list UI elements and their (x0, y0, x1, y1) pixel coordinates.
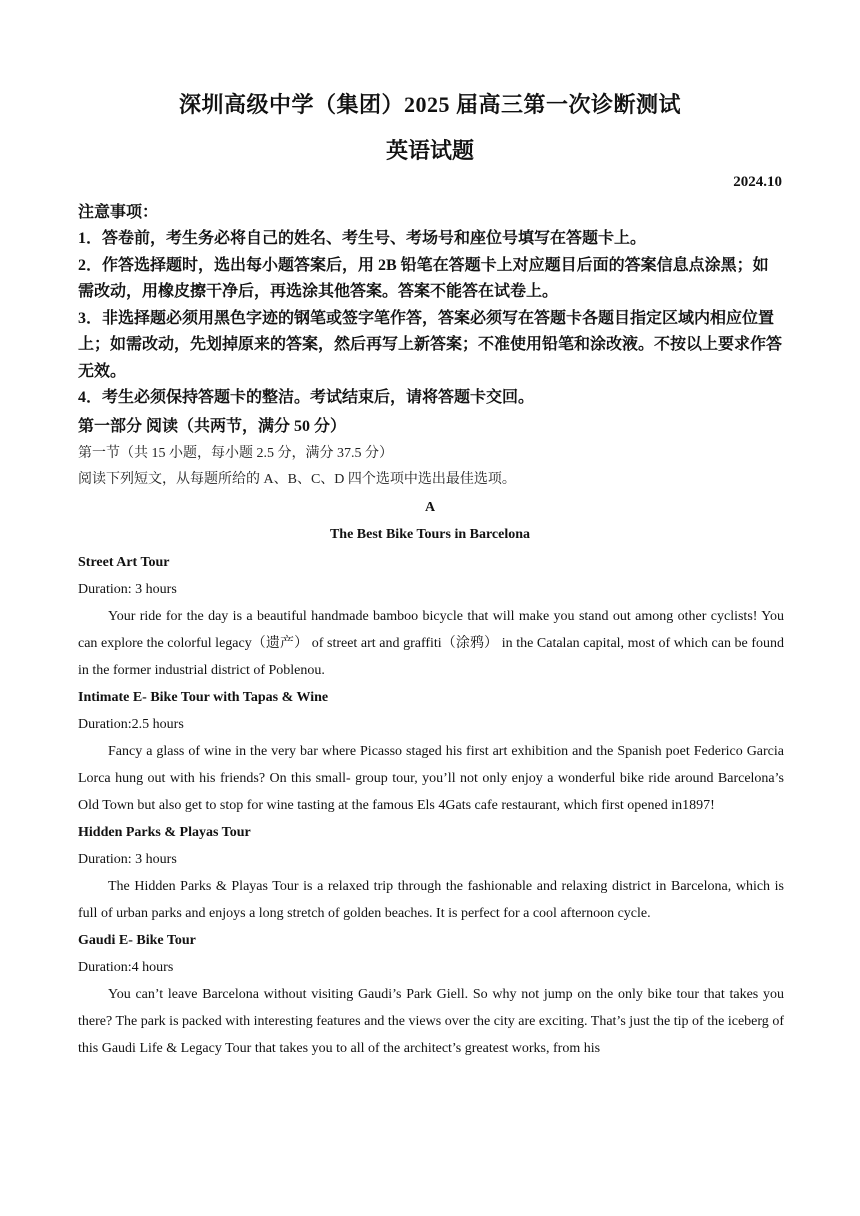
exam-title: 深圳高级中学（集团）2025 届高三第一次诊断测试 (178, 92, 681, 117)
tour-name: Street Art Tour (78, 555, 170, 570)
part1-heading: 第一部分 阅读（共两节，满分 50 分） (78, 418, 347, 435)
notice-list (78, 226, 784, 412)
notice-item: 4．考生必须保持答题卡的整洁。考试结束后，请将答题卡交回。 (78, 389, 535, 406)
tour-duration: Duration:4 hours (78, 960, 174, 975)
tour-description: You can’t leave Barcelona without visiting Gaudi’s Park Giell. So why not jump on the only bike tour that takes you there? The park is packed with interesting features and the views over the city are exciting. That’s just the tip of the iceberg of this Gaudi Life & Legacy Tour that takes you to all of the architect’s greatest works, from his (78, 987, 784, 1056)
passage-title: The Best Bike Tours in Barcelona (329, 527, 531, 542)
exam-date: 2024.10 (733, 174, 782, 190)
tour-duration: Duration: 3 hours (78, 852, 177, 867)
tour-description: Your ride for the day is a beautiful handmade bamboo bicycle that will make you stand out among other cyclists! You can explore the colorful legacy（遗产） of street art and graffiti（涂鸦） in the Catalan capital, most of which can be found in the former industrial district of Poblenou. (78, 609, 784, 678)
tour-name: Gaudi E- Bike Tour (78, 933, 196, 948)
notice-item: 2．作答选择题时，选出每小题答案后，用 2B 铅笔在答题卡上对应题目后面的答案信息点涂黑；如需改动，用橡皮擦干净后，再选涂其他答案。答案不能答在试卷上。 (78, 256, 769, 300)
passage-body (78, 549, 784, 1062)
instruction-line: 阅读下列短文，从每题所给的 A、B、C、D 四个选项中选出最佳选项。 (78, 472, 516, 487)
tour-description: The Hidden Parks & Playas Tour is a relaxed trip through the fashionable and relaxing district in Barcelona, which is full of urban parks and enjoys a long stretch of golden beaches. It is perfect for a cool afternoon cycle. (78, 879, 784, 921)
notice-item: 1．答卷前，考生务必将自己的姓名、考生号、考场号和座位号填写在答题卡上。 (78, 230, 647, 247)
notice-heading: 注意事项： (78, 204, 159, 221)
tour-description: Fancy a glass of wine in the very bar where Picasso staged his first art exhibition and the Spanish poet Federico Garcia Lorca hung out with his friends? On this small- group tour, you’ll not only enjoy a wonderful bike ride around Barcelona’s Old Town but also get to stop for wine tasting at the famous Els 4Gats cafe restaurant, which first opened in1897! (78, 744, 784, 813)
passage-letter: A (424, 500, 436, 515)
section-line: 第一节（共 15 小题，每小题 2.5 分，满分 37.5 分） (78, 446, 393, 461)
notice-item: 3．非选择题必须用黑色字迹的钢笔或签字笔作答，答案必须写在答题卡各题目指定区域内相应位置上；如需改动，先划掉原来的答案，然后再写上新答案；不准使用铅笔和涂改液。不按以上要求作答无效。 (78, 309, 783, 380)
exam-subtitle: 英语试题 (385, 138, 474, 163)
tour-name: Hidden Parks & Playas Tour (78, 825, 251, 840)
tour-duration: Duration: 3 hours (78, 582, 177, 597)
tour-duration: Duration:2.5 hours (78, 717, 184, 732)
tour-name: Intimate E- Bike Tour with Tapas & Wine (78, 690, 329, 705)
